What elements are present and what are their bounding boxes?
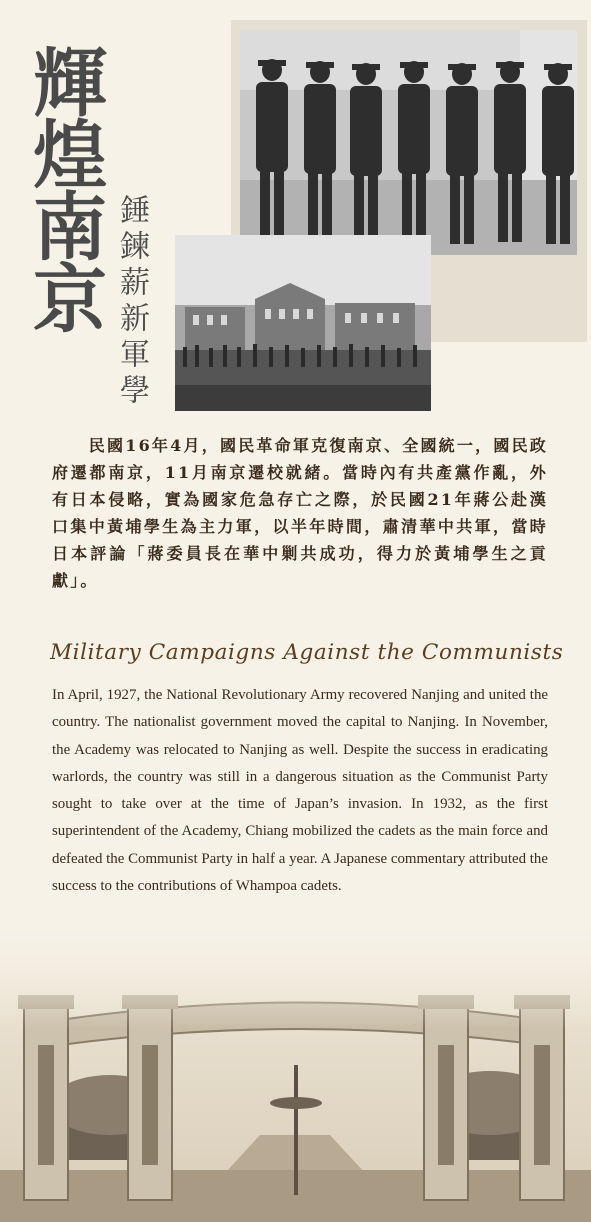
academy-gate-photo [0,925,591,1222]
sub-title: 錘鍊薪新軍學 [114,194,149,410]
campus-photo [175,235,431,411]
english-paragraph: In April, 1927, the National Revolutionary Army recovered Nanjing and united the country. The nationalist government moved the capital to Nanjing. In November, the Academy was relocated to Nanjing as well. Despite the success in eradicating warlords, the country was still in a dangerous situation as the Communist Party sought to take over at the time of Japan’s invasion. In 1932, as the first superintendent of the Academy, Chiang mobilized the cadets as the main force and defeated the Communist Party in half a year. A Japanese commentary attributed the success to the contributions of Whampoa cadets. [52,687,548,895]
chinese-paragraph: 民國16年4月，國民革命軍克復南京、全國統一，國民政府遷都南京，11月南京遷校就緒。當時內有共產黨作亂，外有日本侵略，實為國家危急存亡之際，於民國21年蔣公赴漢口集中黃埔學生為主力軍，以半年時間，肅清華中共軍，當時日本評論「蔣委員長在華中剿共成功，得力於黃埔學生之貢獻」。 [52,436,548,590]
soldiers-photo [240,30,577,255]
english-heading: Military Campaigns Against the Communists [50,640,564,665]
main-title: 輝煌南京 [21,44,107,332]
